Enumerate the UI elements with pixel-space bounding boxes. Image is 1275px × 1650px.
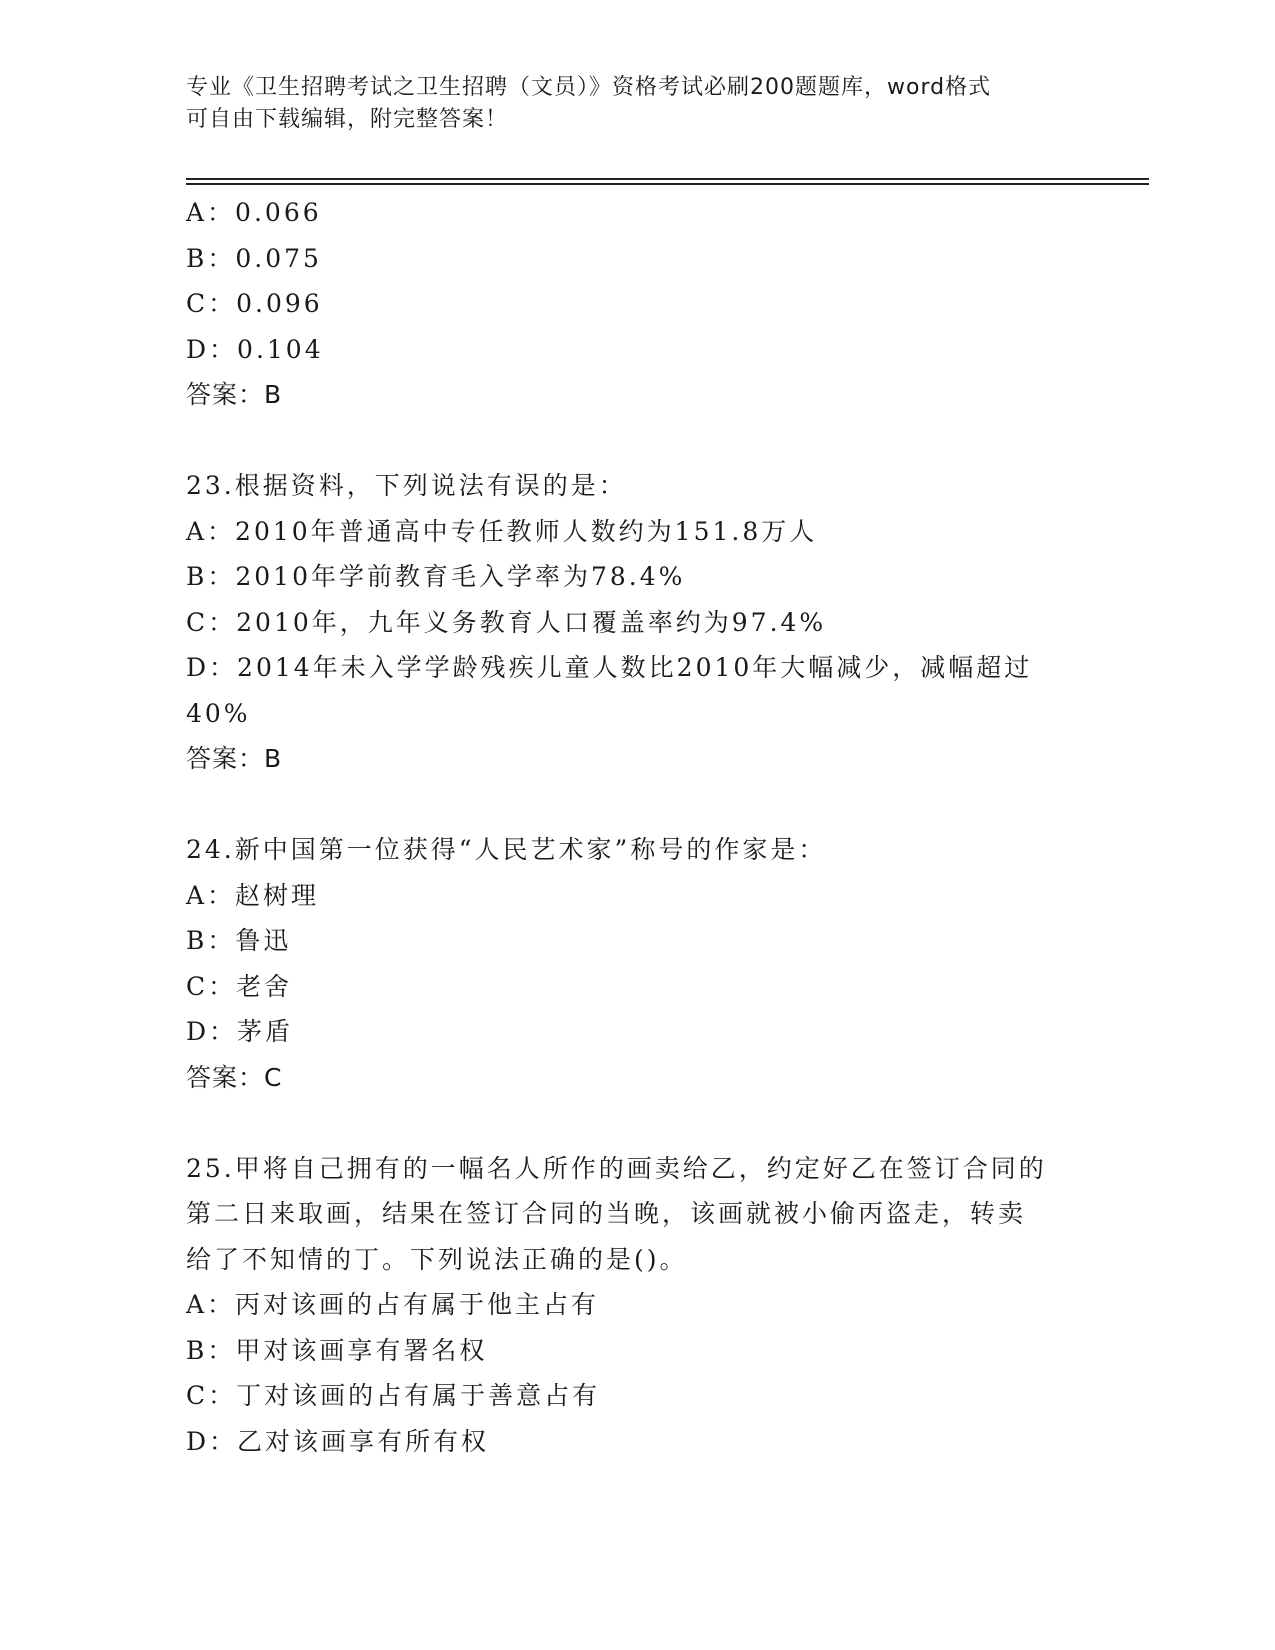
option-a: A：赵树理 bbox=[186, 880, 320, 910]
question-stem: 23.根据资料，下列说法有误的是： bbox=[186, 471, 627, 500]
option-c: C：丁对该画的占有属于善意占有 bbox=[186, 1381, 601, 1410]
block-spacer bbox=[186, 782, 1086, 828]
question-stem-line-3: 给了不知情的丁。下列说法正确的是()。 bbox=[186, 1244, 688, 1274]
option-c: C：老舍 bbox=[186, 971, 293, 1001]
block-spacer bbox=[186, 1100, 1086, 1146]
question-stem-line-1: 25.甲将自己拥有的一幅名人所作的画卖给乙，约定好乙在签订合同的 bbox=[186, 1153, 1047, 1183]
answer-line: 答案：B bbox=[186, 380, 283, 409]
header-title-line-2: 可自由下载编辑，附完整答案！ bbox=[186, 107, 509, 132]
option-c: C：0.096 bbox=[186, 289, 323, 318]
option-c: C：2010年，九年义务教育人口覆盖率约为97.4% bbox=[186, 607, 827, 637]
question-list bbox=[186, 190, 1086, 1464]
answer-line: 答案：C bbox=[186, 1062, 283, 1092]
question-block-23 bbox=[186, 463, 1086, 782]
question-block-22 bbox=[186, 190, 1086, 418]
option-a: A：0.066 bbox=[186, 198, 322, 227]
question-stem: 24.新中国第一位获得“人民艺术家”称号的作家是： bbox=[186, 835, 827, 864]
answer-line: 答案：B bbox=[186, 744, 283, 773]
option-b: B：甲对该画享有署名权 bbox=[186, 1335, 488, 1365]
question-stem-line-2: 第二日来取画，结果在签订合同的当晚，该画就被小偷丙盗走，转卖 bbox=[186, 1199, 1027, 1228]
option-d: D：0.104 bbox=[186, 334, 324, 364]
header-divider-top bbox=[186, 178, 1149, 180]
option-b: B：鲁迅 bbox=[186, 926, 292, 955]
header-title-line-1: 专业《卫生招聘考试之卫生招聘（文员）》资格考试必刷200题题库，word格式 bbox=[186, 75, 992, 100]
block-spacer bbox=[186, 418, 1086, 464]
question-block-25 bbox=[186, 1146, 1086, 1465]
option-b: B：0.075 bbox=[186, 243, 322, 273]
document-header bbox=[186, 72, 1066, 136]
option-d-continued: 40% bbox=[186, 698, 251, 728]
option-a: A：2010年普通高中专任教师人数约为151.8万人 bbox=[186, 516, 818, 546]
question-block-24 bbox=[186, 827, 1086, 1100]
option-d: D：2014年未入学学龄残疾儿童人数比2010年大幅减少，减幅超过 bbox=[186, 653, 1033, 682]
option-a: A：丙对该画的占有属于他主占有 bbox=[186, 1290, 600, 1319]
header-divider-bottom bbox=[186, 183, 1149, 185]
option-d: D：乙对该画享有所有权 bbox=[186, 1426, 490, 1456]
option-b: B：2010年学前教育毛入学率为78.4% bbox=[186, 562, 686, 591]
option-d: D：茅盾 bbox=[186, 1017, 294, 1046]
